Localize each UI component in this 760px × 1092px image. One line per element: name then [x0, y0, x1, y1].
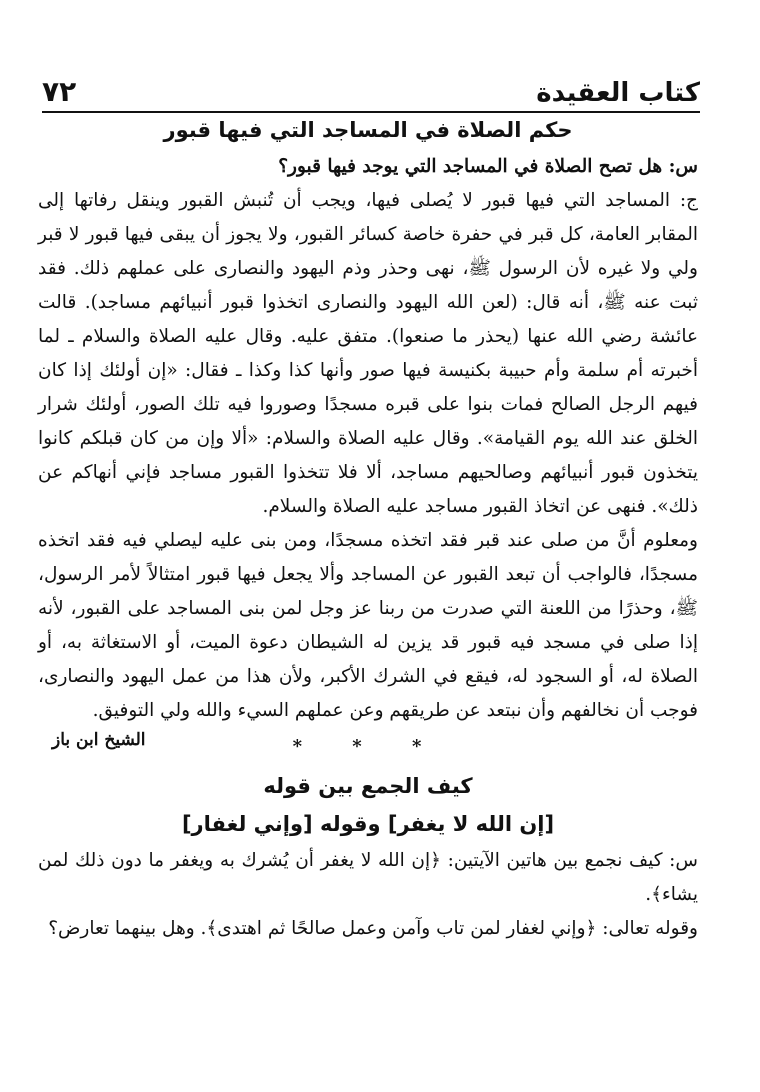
- answer-1-continued: ومعلوم أنَّ من صلى عند قبر فقد اتخذه مسجدًا، ومن بنى عليه ليصلي فيه فقد اتخذه مسجدًا، فالواجب أن تبعد القبور عن المساجد وألا يجعل فيها قبور امتثالاً لأمر الرسول، ﷺ، وحذرًا من اللعنة التي صدرت من ربنا عز وجل لمن بنى المساجد على القبور، لأنه إذا صلى في مسجد فيه قبور قد يزين له الشيطان دعوة الميت، أو الاستغاثة به، أو الصلاة له، أو السجود له، فيقع في الشرك الأكبر، ولأن هذا من عمل اليهود والنصارى، فوجب أن نخالفهم وأن نبتعد عن طريقهم وعن عملهم السيء والله ولي التوفيق.: [38, 530, 698, 721]
- book-title: كتاب العقيدة: [536, 78, 700, 108]
- answer-1: ج: المساجد التي فيها قبور لا يُصلى فيها، ويجب أن تُنبش القبور وينقل رفاتها إلى المقابر العامة، كل قبر في حفرة خاصة كسائر القبور، ولا يجوز أن يبقى فيها قبور لا قبر ولي ولا غيره لأن الرسول ﷺ، نهى وحذر وذم اليهود والنصارى على عملهم ذلك. فقد ثبت عنه ﷺ، أنه قال: (لعن الله اليهود والنصارى اتخذوا قبور أنبيائهم مساجد). قالت عائشة رضي الله عنها (يحذر ما صنعوا). متفق عليه. وقال عليه الصلاة والسلام ـ لما أخبرته أم سلمة وأم حبيبة بكنيسة فيها صور وأنها كذا وكذا ـ فقال: «إن أولئك إذا كان فيهم الرجل الصالح فمات بنوا على قبره مسجدًا وصوروا فيه تلك الصور، أولئك شرار الخلق عند الله يوم القيامة». وقال عليه الصلاة والسلام: «ألا وإن من كان قبلكم كانوا يتخذون قبور أنبيائهم وصالحيهم مساجد، ألا فلا تتخذوا القبور مساجد فإني أنهاكم عن ذلك». فنهى عن اتخاذ القبور مساجد عليه الصلاة والسلام.: [38, 190, 698, 517]
- author-signature: الشيخ ابن باز: [52, 730, 146, 750]
- running-header: [42, 66, 700, 106]
- section-title-reconcile: كيف الجمع بين قوله: [263, 774, 473, 798]
- page-number: ٧٢: [42, 75, 77, 108]
- section-subtitle-verses: [إن الله لا يغفر] وقوله [وإني لغفار]: [181, 812, 555, 836]
- signature-block: [38, 730, 698, 760]
- page-content: [38, 118, 698, 946]
- section-title-graves-mosques: حكم الصلاة في المساجد التي فيها قبور: [163, 118, 573, 142]
- question-2-continued: وقوله تعالى: ﴿وإني لغفار لمن تاب وآمن وعمل صالحًا ثم اهتدى﴾. وهل بينهما تعارض؟: [48, 918, 698, 939]
- section-separator: * * *: [292, 736, 444, 757]
- question-1: س: هل تصح الصلاة في المساجد التي يوجد فيها قبور؟: [278, 156, 698, 177]
- header-rule: [42, 111, 700, 113]
- question-2: س: كيف نجمع بين هاتين الآيتين: ﴿إن الله لا يغفر أن يُشرك به ويغفر ما دون ذلك لمن يشاء﴾.: [38, 850, 698, 905]
